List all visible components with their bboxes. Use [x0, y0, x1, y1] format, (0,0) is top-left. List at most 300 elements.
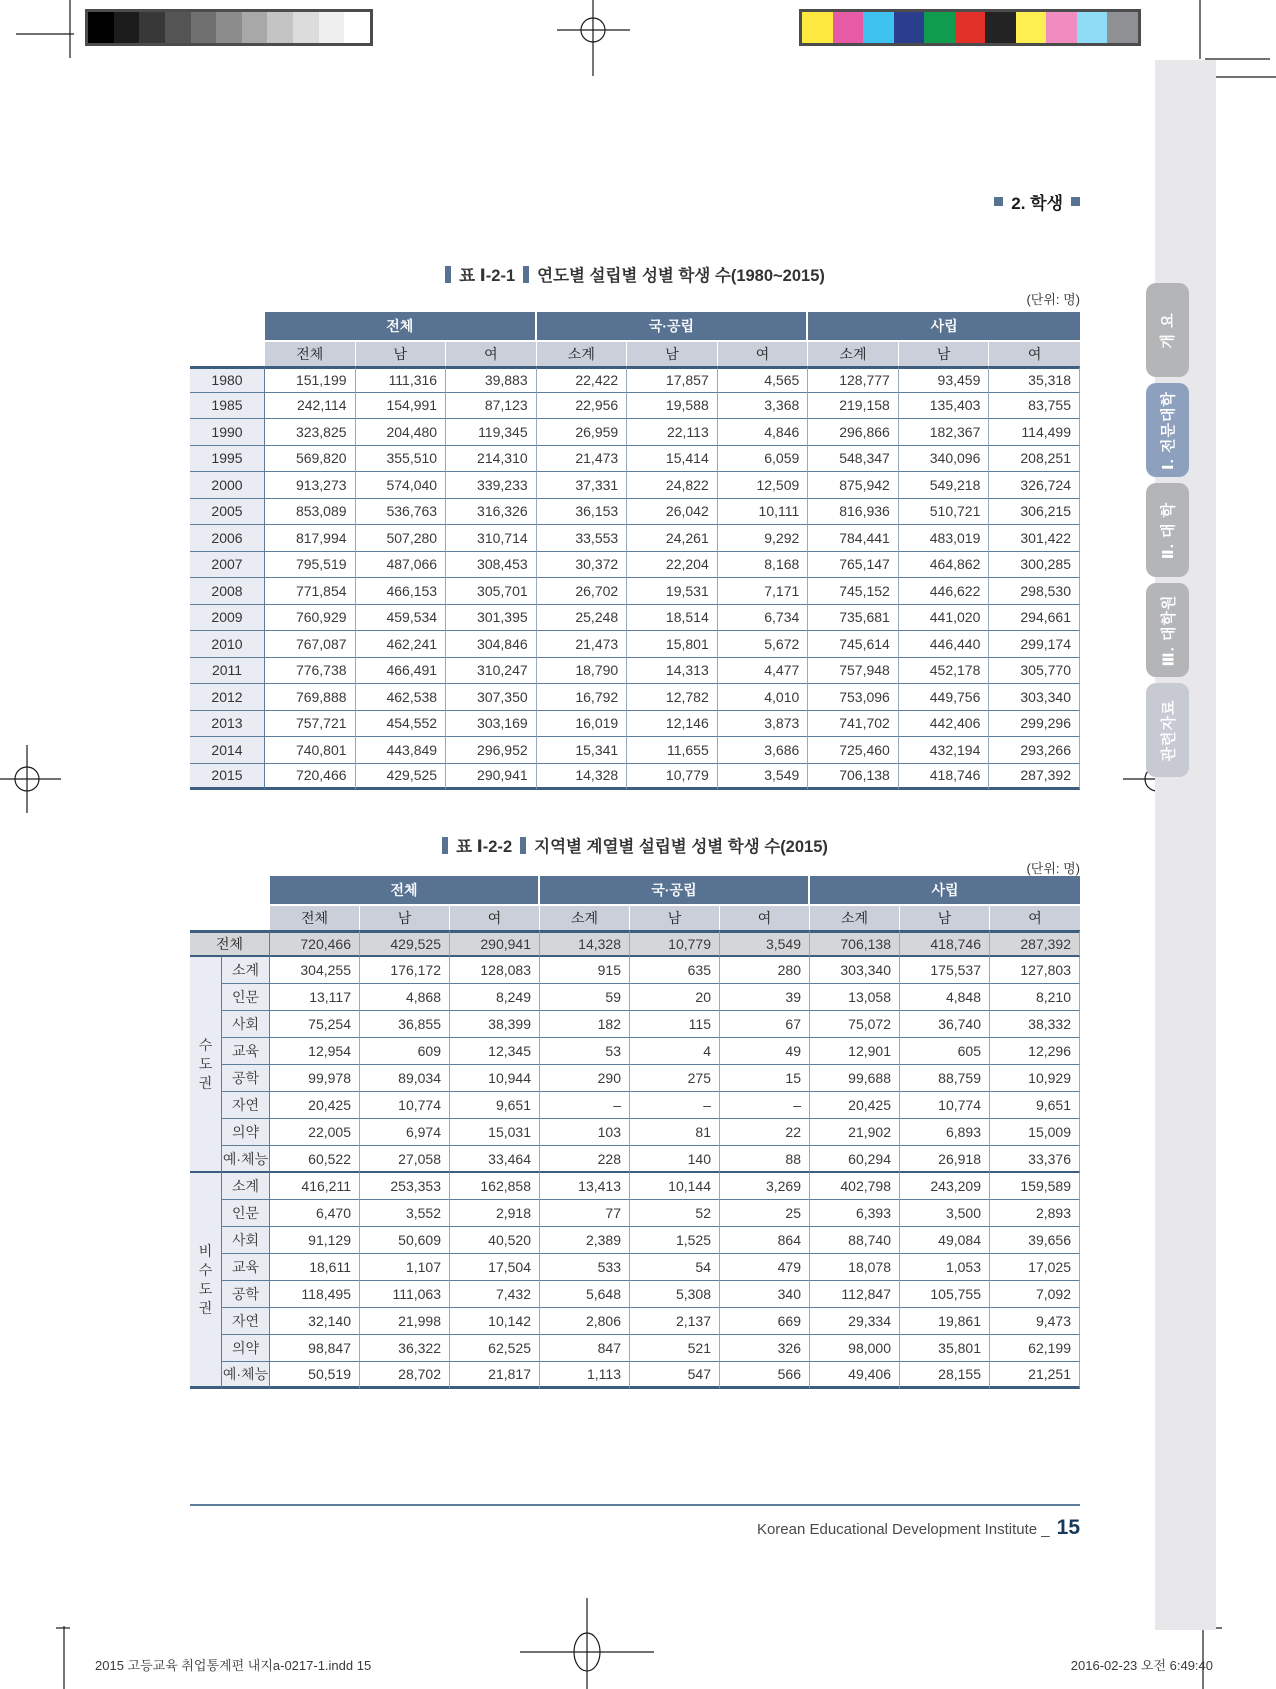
value-cell: 20: [630, 984, 720, 1011]
value-cell: 13,117: [270, 984, 360, 1011]
value-cell: 219,158: [808, 393, 899, 420]
value-cell: 38,399: [450, 1011, 540, 1038]
value-cell: 303,340: [810, 957, 900, 984]
print-datetime-label: 2016-02-23 오전 6:49:40: [1070, 1658, 1213, 1673]
page-number: 15: [1056, 1516, 1080, 1539]
value-cell: 454,552: [356, 711, 447, 738]
value-cell: 300,285: [989, 552, 1080, 579]
value-cell: 6,974: [360, 1119, 450, 1146]
value-cell: 22,113: [627, 419, 718, 446]
value-cell: 11,655: [627, 737, 718, 764]
value-cell: 105,755: [900, 1281, 990, 1308]
value-cell: 4,848: [900, 984, 990, 1011]
value-cell: 88: [720, 1146, 810, 1173]
value-cell: 15,031: [450, 1119, 540, 1146]
column-group-header: 사립: [810, 876, 1080, 904]
corner-cell: [190, 312, 265, 366]
value-cell: 3,549: [718, 764, 809, 791]
value-cell: 569,820: [265, 446, 356, 473]
table-row: [190, 419, 1080, 446]
year-label-cell: 2000: [190, 472, 265, 499]
value-cell: 24,822: [627, 472, 718, 499]
year-label-cell: 2006: [190, 525, 265, 552]
value-cell: 510,721: [899, 499, 990, 526]
value-cell: 547: [630, 1362, 720, 1389]
sidebar-tab-label: Ⅱ. 대 학: [1160, 501, 1177, 559]
value-cell: 27,058: [360, 1146, 450, 1173]
column-header: 여: [990, 904, 1080, 930]
year-label-cell: 2011: [190, 658, 265, 685]
value-cell: 574,040: [356, 472, 447, 499]
value-cell: 10,779: [627, 764, 718, 791]
caption-bar-icon: [442, 837, 448, 854]
value-cell: 91,129: [270, 1227, 360, 1254]
value-cell: 316,326: [446, 499, 537, 526]
grayscale-step: [139, 12, 165, 43]
year-label-cell: 2012: [190, 684, 265, 711]
value-cell: 114,499: [989, 419, 1080, 446]
value-cell: 299,296: [989, 711, 1080, 738]
value-cell: 1,113: [540, 1362, 630, 1389]
caption-bar-icon: [523, 266, 529, 283]
value-cell: 1,525: [630, 1227, 720, 1254]
value-cell: 5,308: [630, 1281, 720, 1308]
value-cell: 446,440: [899, 631, 990, 658]
value-cell: 2,806: [540, 1308, 630, 1335]
series-label-cell: 사회: [222, 1227, 270, 1254]
value-cell: 326,724: [989, 472, 1080, 499]
value-cell: 17,025: [990, 1254, 1080, 1281]
series-label-cell: 소계: [222, 1173, 270, 1200]
table-row: [190, 1227, 1080, 1254]
value-cell: 36,740: [900, 1011, 990, 1038]
color-step: [955, 12, 986, 43]
table-row: [190, 1065, 1080, 1092]
print-file-label: 2015 고등교육 취업통계편 내지a-0217-1.indd 15: [95, 1658, 372, 1673]
value-cell: 275: [630, 1065, 720, 1092]
value-cell: 19,531: [627, 578, 718, 605]
value-cell: 533: [540, 1254, 630, 1281]
column-group-header: 국·공립: [540, 876, 810, 904]
value-cell: 18,611: [270, 1254, 360, 1281]
sidebar-tab-label: 관련자료: [1160, 699, 1177, 761]
value-cell: 765,147: [808, 552, 899, 579]
value-cell: 20,425: [810, 1092, 900, 1119]
value-cell: 33,553: [537, 525, 628, 552]
value-cell: 77: [540, 1200, 630, 1227]
value-cell: 28,702: [360, 1362, 450, 1389]
value-cell: 4,477: [718, 658, 809, 685]
table1: [190, 312, 1080, 790]
column-header: 남: [356, 340, 447, 366]
value-cell: 14,328: [540, 930, 630, 957]
value-cell: 13,058: [810, 984, 900, 1011]
sidebar-tab-label: 개 요: [1160, 311, 1177, 349]
value-cell: 60,522: [270, 1146, 360, 1173]
value-cell: 402,798: [810, 1173, 900, 1200]
value-cell: 62,199: [990, 1335, 1080, 1362]
value-cell: 847: [540, 1335, 630, 1362]
value-cell: 127,803: [990, 957, 1080, 984]
column-header: 남: [630, 904, 720, 930]
value-cell: 301,422: [989, 525, 1080, 552]
caption-bar-icon: [445, 266, 451, 283]
value-cell: 25,248: [537, 605, 628, 632]
value-cell: 159,589: [990, 1173, 1080, 1200]
value-cell: 418,746: [900, 930, 990, 957]
value-cell: 429,525: [356, 764, 447, 791]
value-cell: 21,902: [810, 1119, 900, 1146]
color-bar: [799, 9, 1141, 46]
value-cell: 875,942: [808, 472, 899, 499]
value-cell: 26,042: [627, 499, 718, 526]
value-cell: 228: [540, 1146, 630, 1173]
value-cell: 290,941: [446, 764, 537, 791]
series-label-cell: 인문: [222, 984, 270, 1011]
value-cell: 12,509: [718, 472, 809, 499]
value-cell: 418,746: [899, 764, 990, 791]
value-cell: 4,565: [718, 366, 809, 393]
value-cell: 26,702: [537, 578, 628, 605]
value-cell: 208,251: [989, 446, 1080, 473]
value-cell: 479: [720, 1254, 810, 1281]
value-cell: 75,072: [810, 1011, 900, 1038]
color-step: [1077, 12, 1108, 43]
value-cell: 10,774: [360, 1092, 450, 1119]
value-cell: 449,756: [899, 684, 990, 711]
value-cell: 182,367: [899, 419, 990, 446]
column-header: 소계: [537, 340, 628, 366]
value-cell: 162,858: [450, 1173, 540, 1200]
value-cell: 49,406: [810, 1362, 900, 1389]
column-header: 여: [450, 904, 540, 930]
year-label-cell: 2008: [190, 578, 265, 605]
value-cell: 753,096: [808, 684, 899, 711]
color-step: [1107, 12, 1138, 43]
value-cell: 483,019: [899, 525, 990, 552]
value-cell: 2,137: [630, 1308, 720, 1335]
value-cell: 442,406: [899, 711, 990, 738]
value-cell: 12,296: [990, 1038, 1080, 1065]
value-cell: 915: [540, 957, 630, 984]
sidebar-tab: [1146, 283, 1189, 377]
sidebar-tab-label: Ⅰ. 전문대학: [1160, 390, 1178, 470]
value-cell: –: [540, 1092, 630, 1119]
grayscale-bar: [85, 9, 373, 46]
value-cell: 771,854: [265, 578, 356, 605]
color-step: [802, 12, 833, 43]
value-cell: 294,661: [989, 605, 1080, 632]
value-cell: 745,614: [808, 631, 899, 658]
value-cell: 2,893: [990, 1200, 1080, 1227]
column-header: 전체: [270, 904, 360, 930]
corner-cell: [190, 876, 270, 930]
value-cell: 32,140: [270, 1308, 360, 1335]
value-cell: 12,345: [450, 1038, 540, 1065]
value-cell: 326: [720, 1335, 810, 1362]
grayscale-step: [319, 12, 345, 43]
value-cell: 10,944: [450, 1065, 540, 1092]
value-cell: 30,372: [537, 552, 628, 579]
total-row-label: 전체: [190, 930, 270, 957]
series-label-cell: 의약: [222, 1335, 270, 1362]
value-cell: 466,491: [356, 658, 447, 685]
value-cell: 62,525: [450, 1335, 540, 1362]
value-cell: 115: [630, 1011, 720, 1038]
value-cell: 296,952: [446, 737, 537, 764]
color-step: [894, 12, 925, 43]
total-row: [190, 930, 1080, 957]
value-cell: 22,956: [537, 393, 628, 420]
value-cell: 287,392: [990, 930, 1080, 957]
table2-unit-label: (단위: 명): [1026, 861, 1080, 876]
table-row: [190, 1011, 1080, 1038]
value-cell: 776,738: [265, 658, 356, 685]
value-cell: 10,774: [900, 1092, 990, 1119]
value-cell: 10,111: [718, 499, 809, 526]
value-cell: 3,269: [720, 1173, 810, 1200]
value-cell: 111,316: [356, 366, 447, 393]
value-cell: 111,063: [360, 1281, 450, 1308]
value-cell: 293,266: [989, 737, 1080, 764]
value-cell: 4: [630, 1038, 720, 1065]
value-cell: 355,510: [356, 446, 447, 473]
value-cell: 99,978: [270, 1065, 360, 1092]
value-cell: 59: [540, 984, 630, 1011]
value-cell: 135,403: [899, 393, 990, 420]
value-cell: 99,688: [810, 1065, 900, 1092]
value-cell: 296,866: [808, 419, 899, 446]
value-cell: 12,782: [627, 684, 718, 711]
table-row: [190, 711, 1080, 738]
value-cell: 253,353: [360, 1173, 450, 1200]
table-row: [190, 764, 1080, 791]
footer-rule: [190, 1504, 1080, 1506]
column-header-row: [190, 340, 1080, 366]
value-cell: 507,280: [356, 525, 447, 552]
value-cell: 22,422: [537, 366, 628, 393]
value-cell: 242,114: [265, 393, 356, 420]
value-cell: 298,530: [989, 578, 1080, 605]
value-cell: 3,873: [718, 711, 809, 738]
value-cell: 1,053: [900, 1254, 990, 1281]
value-cell: 154,991: [356, 393, 447, 420]
value-cell: 128,083: [450, 957, 540, 984]
year-label-cell: 1980: [190, 366, 265, 393]
series-label-cell: 교육: [222, 1254, 270, 1281]
value-cell: 1,107: [360, 1254, 450, 1281]
value-cell: 119,345: [446, 419, 537, 446]
table2: [190, 876, 1080, 1389]
value-cell: 299,174: [989, 631, 1080, 658]
table1-caption-label: 표 Ⅰ-2-1: [459, 267, 516, 285]
value-cell: 98,847: [270, 1335, 360, 1362]
value-cell: 40,520: [450, 1227, 540, 1254]
table-row: [190, 1200, 1080, 1227]
color-step: [985, 12, 1016, 43]
value-cell: 464,862: [899, 552, 990, 579]
page-header: [800, 190, 1080, 212]
table-row: [190, 1308, 1080, 1335]
value-cell: 52: [630, 1200, 720, 1227]
value-cell: 22,005: [270, 1119, 360, 1146]
value-cell: 88,740: [810, 1227, 900, 1254]
value-cell: 26,918: [900, 1146, 990, 1173]
value-cell: 36,855: [360, 1011, 450, 1038]
value-cell: 118,495: [270, 1281, 360, 1308]
sidebar-tab-label: Ⅲ. 대학원: [1160, 594, 1177, 666]
value-cell: 17,504: [450, 1254, 540, 1281]
value-cell: 83,755: [989, 393, 1080, 420]
value-cell: 3,500: [900, 1200, 990, 1227]
value-cell: 49,084: [900, 1227, 990, 1254]
value-cell: 3,686: [718, 737, 809, 764]
value-cell: 4,846: [718, 419, 809, 446]
series-label-cell: 교육: [222, 1038, 270, 1065]
value-cell: 15,414: [627, 446, 718, 473]
column-header: 여: [720, 904, 810, 930]
value-cell: 15,801: [627, 631, 718, 658]
column-group-header: 전체: [265, 312, 537, 340]
value-cell: 22,204: [627, 552, 718, 579]
value-cell: 8,210: [990, 984, 1080, 1011]
value-cell: 340,096: [899, 446, 990, 473]
value-cell: 635: [630, 957, 720, 984]
table-row: [190, 1146, 1080, 1173]
value-cell: 18,078: [810, 1254, 900, 1281]
year-label-cell: 2005: [190, 499, 265, 526]
region-label-cell: 수 도 권: [190, 957, 222, 1173]
column-header: 소계: [810, 904, 900, 930]
value-cell: 706,138: [808, 764, 899, 791]
value-cell: 6,470: [270, 1200, 360, 1227]
value-cell: 39,656: [990, 1227, 1080, 1254]
value-cell: 2,389: [540, 1227, 630, 1254]
series-label-cell: 사회: [222, 1011, 270, 1038]
value-cell: 103: [540, 1119, 630, 1146]
value-cell: 323,825: [265, 419, 356, 446]
value-cell: 28,155: [900, 1362, 990, 1389]
table-row: [190, 1335, 1080, 1362]
value-cell: 536,763: [356, 499, 447, 526]
table1-caption: [190, 262, 1080, 286]
caption-bar-icon: [520, 837, 526, 854]
table-row: [190, 366, 1080, 393]
table-row: [190, 446, 1080, 473]
series-label-cell: 예·체능: [222, 1146, 270, 1173]
value-cell: –: [630, 1092, 720, 1119]
sidebar-tab: [1146, 683, 1189, 777]
value-cell: 340: [720, 1281, 810, 1308]
value-cell: 307,350: [446, 684, 537, 711]
value-cell: 14,313: [627, 658, 718, 685]
series-label-cell: 소계: [222, 957, 270, 984]
value-cell: 9,651: [450, 1092, 540, 1119]
column-header: 남: [899, 340, 990, 366]
value-cell: 50,609: [360, 1227, 450, 1254]
value-cell: 549,218: [899, 472, 990, 499]
value-cell: 720,466: [265, 764, 356, 791]
value-cell: 280: [720, 957, 810, 984]
year-label-cell: 2007: [190, 552, 265, 579]
value-cell: 310,714: [446, 525, 537, 552]
value-cell: 20,425: [270, 1092, 360, 1119]
column-header: 여: [446, 340, 537, 366]
column-group-header: 사립: [808, 312, 1080, 340]
value-cell: 795,519: [265, 552, 356, 579]
year-label-cell: 2015: [190, 764, 265, 791]
value-cell: 4,868: [360, 984, 450, 1011]
value-cell: 21,473: [537, 631, 628, 658]
sidebar-tab: [1146, 583, 1189, 677]
value-cell: 17,857: [627, 366, 718, 393]
table-row: [190, 1281, 1080, 1308]
value-cell: 39: [720, 984, 810, 1011]
value-cell: –: [720, 1092, 810, 1119]
series-label-cell: 공학: [222, 1281, 270, 1308]
value-cell: 10,142: [450, 1308, 540, 1335]
value-cell: 432,194: [899, 737, 990, 764]
value-cell: 767,087: [265, 631, 356, 658]
value-cell: 745,152: [808, 578, 899, 605]
value-cell: 36,153: [537, 499, 628, 526]
value-cell: 22: [720, 1119, 810, 1146]
column-group-header: 전체: [270, 876, 540, 904]
table-row: [190, 499, 1080, 526]
value-cell: 817,994: [265, 525, 356, 552]
grayscale-step: [344, 12, 370, 43]
series-label-cell: 예·체능: [222, 1362, 270, 1389]
table2-caption: [190, 833, 1080, 857]
grayscale-step: [165, 12, 191, 43]
value-cell: 2,918: [450, 1200, 540, 1227]
region-label-cell: 비 수 도 권: [190, 1173, 222, 1389]
series-label-cell: 인문: [222, 1200, 270, 1227]
value-cell: 50,519: [270, 1362, 360, 1389]
grayscale-step: [191, 12, 217, 43]
value-cell: 12,901: [810, 1038, 900, 1065]
value-cell: 93,459: [899, 366, 990, 393]
color-step: [1046, 12, 1077, 43]
value-cell: 12,146: [627, 711, 718, 738]
column-header: 여: [718, 340, 809, 366]
value-cell: 757,721: [265, 711, 356, 738]
value-cell: 308,453: [446, 552, 537, 579]
value-cell: 128,777: [808, 366, 899, 393]
value-cell: 33,376: [990, 1146, 1080, 1173]
value-cell: 182: [540, 1011, 630, 1038]
table-row: [190, 984, 1080, 1011]
value-cell: 176,172: [360, 957, 450, 984]
value-cell: 15: [720, 1065, 810, 1092]
value-cell: 305,701: [446, 578, 537, 605]
value-cell: 757,948: [808, 658, 899, 685]
table-row: [190, 631, 1080, 658]
table-row: [190, 1173, 1080, 1200]
year-label-cell: 2010: [190, 631, 265, 658]
value-cell: 443,849: [356, 737, 447, 764]
table-row: [190, 525, 1080, 552]
series-label-cell: 의약: [222, 1119, 270, 1146]
value-cell: 548,347: [808, 446, 899, 473]
table-row: [190, 684, 1080, 711]
value-cell: 18,790: [537, 658, 628, 685]
value-cell: 10,779: [630, 930, 720, 957]
value-cell: 19,861: [900, 1308, 990, 1335]
value-cell: 339,233: [446, 472, 537, 499]
value-cell: 853,089: [265, 499, 356, 526]
value-cell: 98,000: [810, 1335, 900, 1362]
